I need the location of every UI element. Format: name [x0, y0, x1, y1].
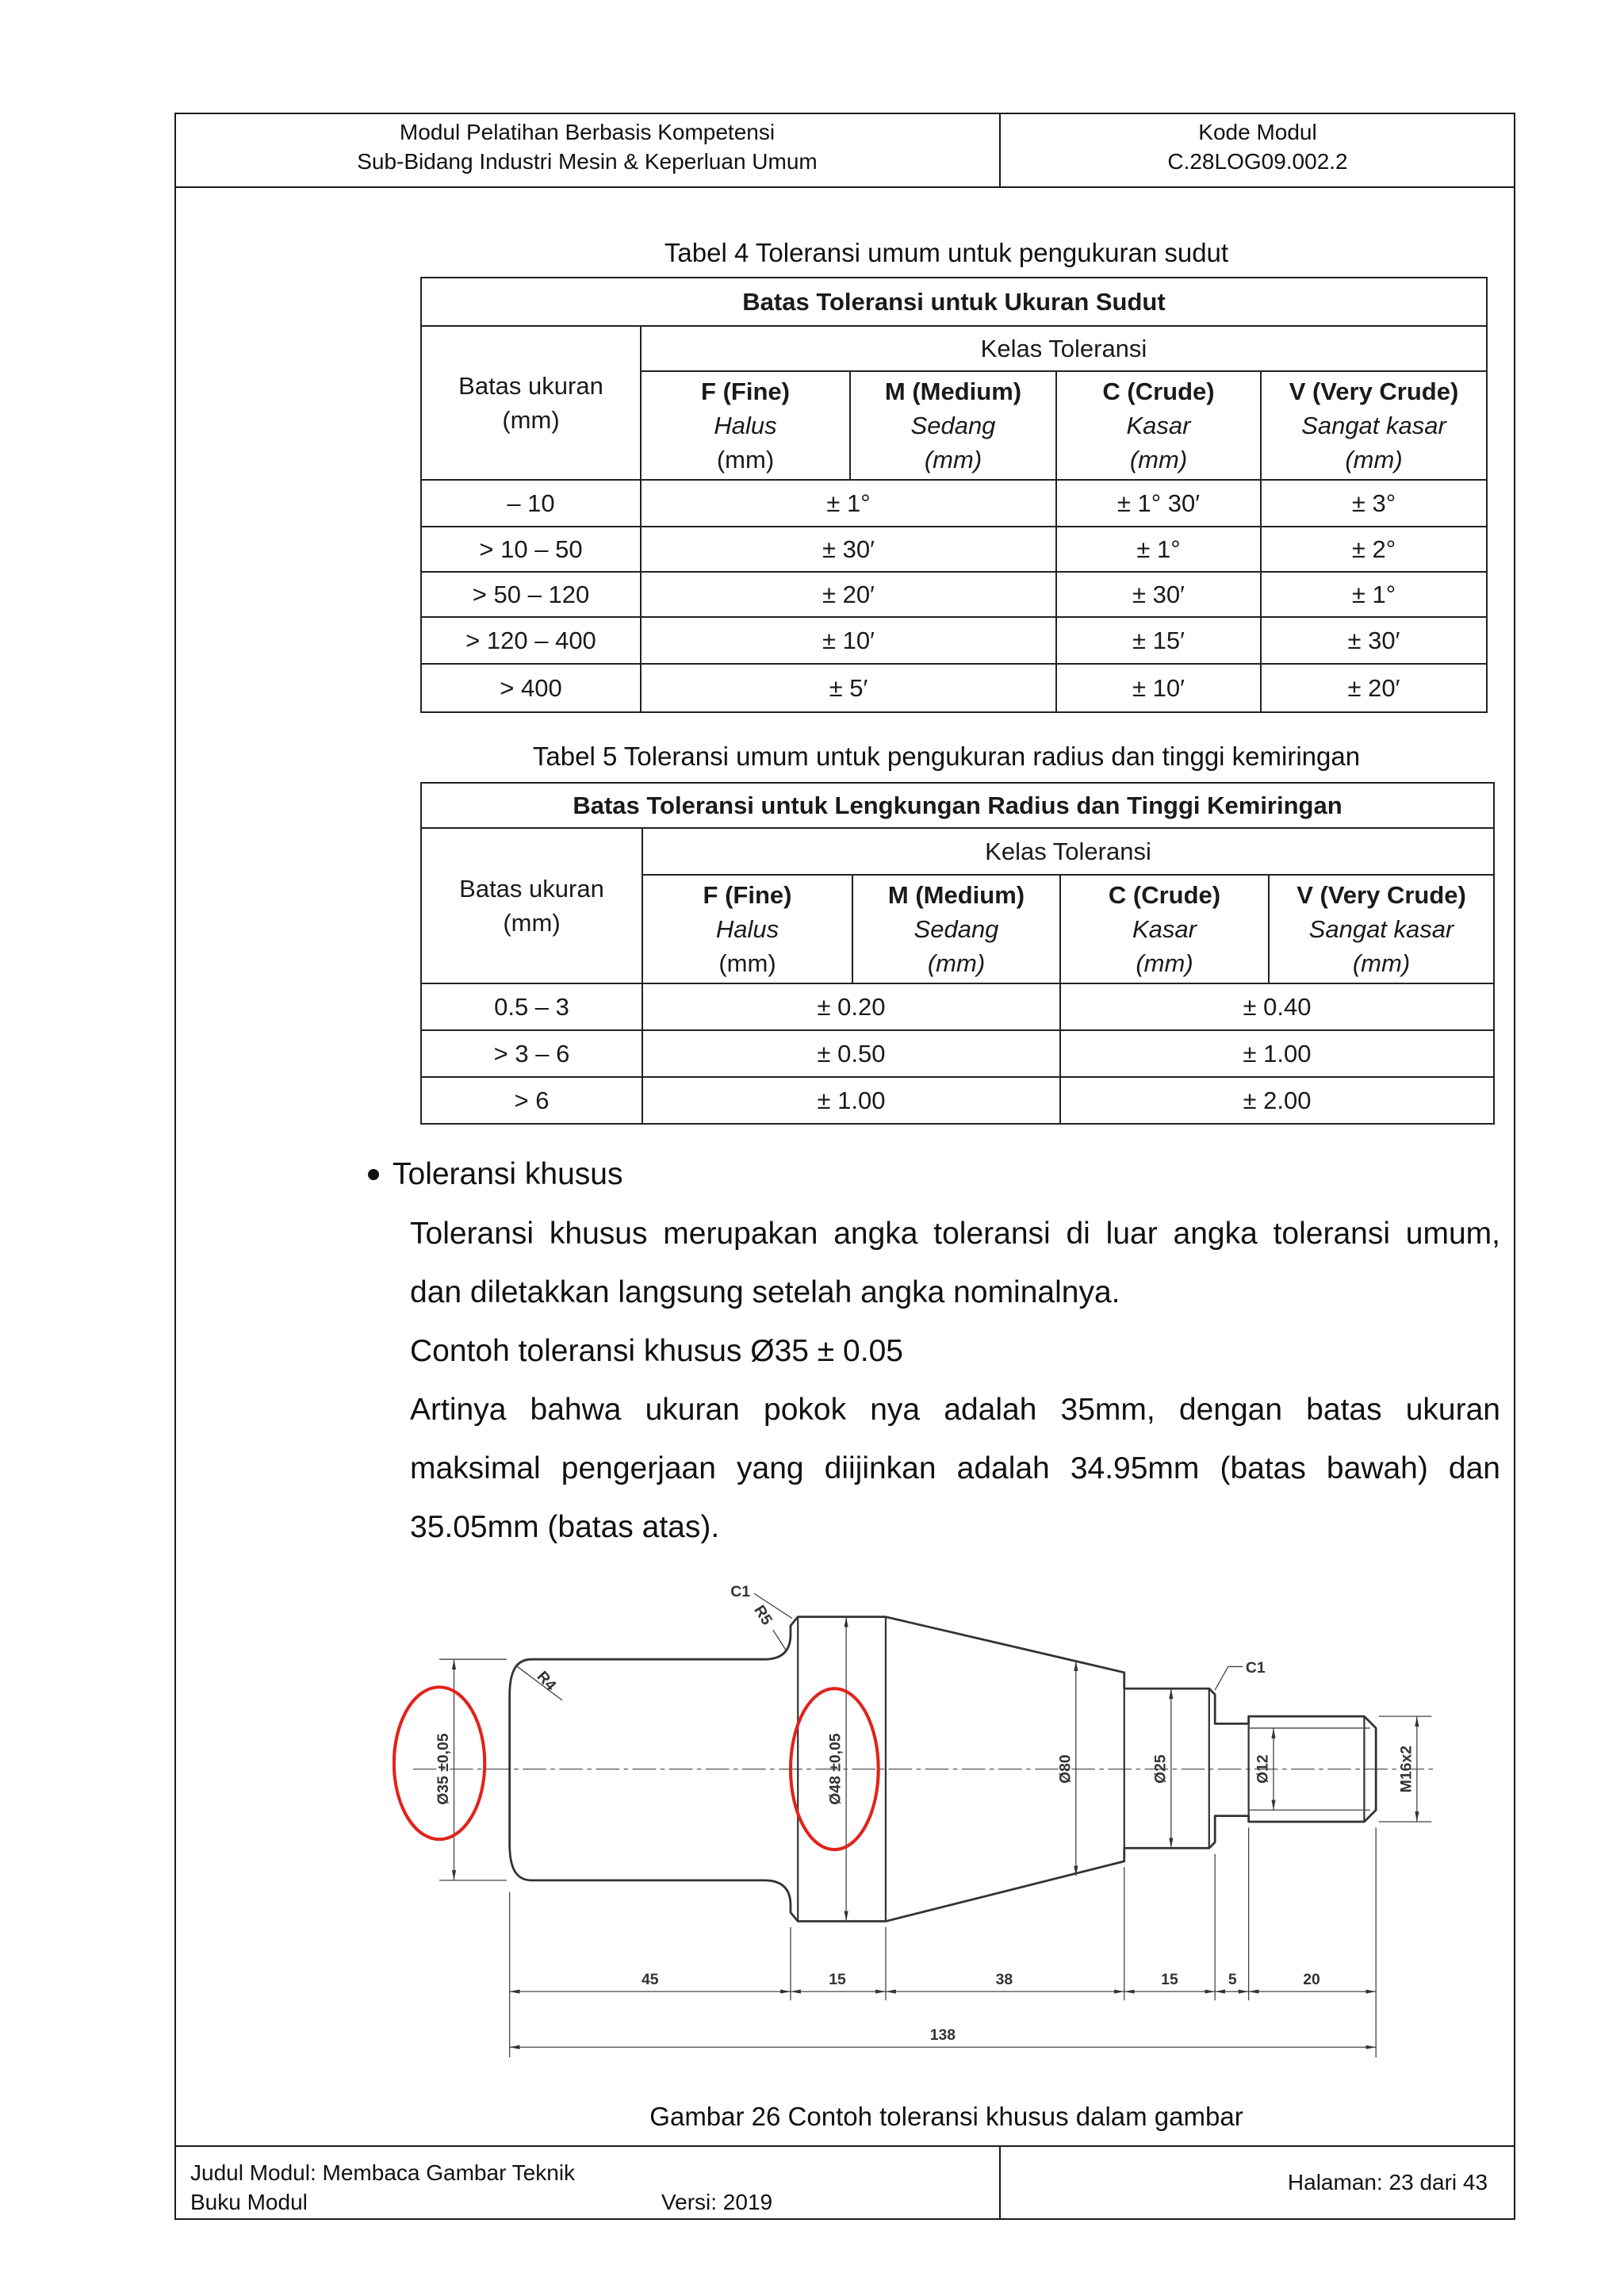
- bullet-marker: [368, 1169, 379, 1180]
- crude-cell: ± 15′: [1056, 617, 1261, 664]
- class-unit: (mm): [716, 446, 775, 473]
- footer-divider: [174, 2145, 1515, 2147]
- table-row: [421, 527, 1487, 572]
- paragraph-line: Toleransi khusus merupakan angka toleransi di luar angka toleransi umum,: [410, 1217, 1500, 1251]
- total-length-label: 138: [929, 2026, 956, 2045]
- class-unit: (mm): [924, 446, 982, 473]
- fine-medium-cell: ± 0.20: [642, 983, 1060, 1030]
- fillet-end-label: R4: [533, 1668, 560, 1695]
- class-desc: Sedang: [914, 915, 999, 943]
- table-row: [421, 617, 1487, 664]
- crude-cell: ± 1°: [1056, 527, 1261, 572]
- class-medium-header: [850, 371, 1056, 480]
- paragraph-line: maksimal pengerjaan yang diijinkan adalah 34.95mm (batas bawah) dan: [410, 1451, 1500, 1485]
- class-unit: (mm): [1129, 446, 1188, 473]
- range-cell: > 50 – 120: [421, 572, 641, 617]
- fine-medium-cell: ± 20′: [641, 572, 1056, 617]
- header-sub-field: Sub-Bidang Industri Mesin & Keperluan Umum: [357, 149, 818, 174]
- crude-very-crude-cell: ± 2.00: [1060, 1077, 1494, 1124]
- fine-medium-cell: ± 0.50: [642, 1030, 1060, 1077]
- crude-cell: ± 30′: [1056, 572, 1261, 617]
- length-label: 45: [642, 1970, 659, 1988]
- class-unit: (mm): [718, 949, 776, 977]
- range-header-unit: (mm): [502, 406, 560, 434]
- class-desc: Kasar: [1132, 915, 1197, 943]
- very-crude-cell: ± 1°: [1261, 572, 1487, 617]
- section-paragraph: [410, 1205, 1500, 1557]
- chamfer-right-label: C1: [1245, 1658, 1266, 1677]
- thread-label: M16x2: [1397, 1746, 1415, 1793]
- header-module-code: [1000, 113, 1515, 187]
- class-name: M (Medium): [884, 378, 1022, 405]
- class-desc: Sangat kasar: [1301, 412, 1446, 439]
- class-very-crude-header: [1269, 875, 1494, 983]
- class-very-crude-header: [1261, 371, 1487, 480]
- class-desc: Halus: [714, 412, 777, 439]
- very-crude-cell: ± 20′: [1261, 664, 1487, 712]
- fine-medium-cell: ± 10′: [641, 617, 1056, 664]
- class-name: F (Fine): [703, 881, 792, 909]
- class-name: C (Crude): [1102, 378, 1215, 405]
- diameter-48-label: Ø48 ±0,05: [826, 1733, 845, 1805]
- paragraph-line: Contoh toleransi khusus Ø35 ± 0.05: [410, 1334, 903, 1368]
- diameter-35-label: Ø35 ±0,05: [435, 1733, 453, 1805]
- fine-medium-cell: ± 1.00: [642, 1077, 1060, 1124]
- range-cell: > 400: [421, 664, 641, 712]
- crude-cell: ± 1° 30′: [1056, 480, 1261, 527]
- crude-cell: ± 10′: [1056, 664, 1261, 712]
- fine-medium-cell: ± 1°: [641, 480, 1056, 527]
- table-row: [421, 664, 1487, 712]
- class-header: Kelas Toleransi: [641, 326, 1487, 371]
- footer-page-number: Halaman: 23 dari 43: [1287, 2170, 1488, 2194]
- range-header-label: Batas ukuran: [459, 875, 604, 903]
- class-desc: Kasar: [1126, 412, 1191, 439]
- chamfer-left-label: C1: [730, 1582, 751, 1600]
- class-name: F (Fine): [701, 378, 790, 405]
- table5-caption: Tabel 5 Toleransi umum untuk pengukuran radius dan tinggi kemiringan: [532, 742, 1361, 771]
- class-fine-header: [641, 371, 850, 480]
- table-row: [421, 1030, 1494, 1077]
- range-cell: 0.5 – 3: [421, 983, 642, 1030]
- crude-very-crude-cell: ± 0.40: [1060, 983, 1494, 1030]
- range-cell: > 3 – 6: [421, 1030, 642, 1077]
- range-cell: > 120 – 400: [421, 617, 641, 664]
- diameter-12-label: Ø12: [1254, 1754, 1272, 1784]
- paragraph-line: Artinya bahwa ukuran pokok nya adalah 35mm, dengan batas ukuran: [410, 1393, 1500, 1427]
- footer-version: Versi: 2019: [661, 2190, 773, 2214]
- table5-radius-tolerance: [420, 782, 1495, 1125]
- diameter-25-label: Ø25: [1151, 1754, 1170, 1784]
- fine-medium-cell: ± 30′: [641, 527, 1056, 572]
- class-desc: Halus: [715, 915, 779, 943]
- class-unit: (mm): [1136, 949, 1193, 977]
- class-unit: (mm): [1352, 949, 1411, 977]
- class-desc: Sangat kasar: [1308, 915, 1454, 943]
- class-medium-header: [852, 875, 1060, 983]
- range-header-label: Batas ukuran: [458, 372, 603, 400]
- table-title: Batas Toleransi untuk Ukuran Sudut: [421, 278, 1487, 326]
- class-name: V (Very Crude): [1289, 378, 1459, 405]
- length-label: 5: [1228, 1970, 1237, 1988]
- table4-angle-tolerance: [420, 277, 1488, 713]
- diameter-80-label: Ø80: [1056, 1754, 1074, 1784]
- very-crude-cell: ± 2°: [1261, 527, 1487, 572]
- footer-column-divider: [999, 2145, 1001, 2220]
- fine-medium-cell: ± 5′: [641, 664, 1056, 712]
- table-title: Batas Toleransi untuk Lengkungan Radius dan Tinggi Kemiringan: [421, 783, 1494, 828]
- range-cell: – 10: [421, 480, 641, 527]
- header-code-value: C.28LOG09.002.2: [1167, 149, 1348, 174]
- very-crude-cell: ± 30′: [1261, 617, 1487, 664]
- class-header: Kelas Toleransi: [642, 828, 1494, 875]
- class-name: C (Crude): [1108, 881, 1221, 909]
- range-header-cell: [421, 326, 641, 480]
- class-name: V (Very Crude): [1297, 881, 1466, 909]
- class-fine-header: [642, 875, 852, 983]
- class-crude-header: [1056, 371, 1261, 480]
- range-header-cell: [421, 828, 642, 983]
- leader-fillet-shoulder: [773, 1630, 787, 1650]
- crude-very-crude-cell: ± 1.00: [1060, 1030, 1494, 1077]
- header-code-label: Kode Modul: [1198, 120, 1317, 144]
- length-label: 38: [995, 1970, 1013, 1988]
- range-cell: > 10 – 50: [421, 527, 641, 572]
- shaft-drawing: [393, 1574, 1434, 2079]
- paragraph-line: 35.05mm (batas atas).: [410, 1510, 720, 1544]
- length-label: 15: [1161, 1970, 1178, 1988]
- class-desc: Sedang: [910, 412, 996, 439]
- header-module-info: [174, 113, 1000, 187]
- section-heading: Toleransi khusus: [393, 1157, 623, 1191]
- table-row: [421, 1077, 1494, 1124]
- fillet-shoulder-label: R5: [750, 1602, 776, 1628]
- range-header-unit: (mm): [503, 909, 561, 937]
- header-module-title: Modul Pelatihan Berbasis Kompetensi: [399, 120, 776, 144]
- table-row: [421, 480, 1487, 527]
- very-crude-cell: ± 3°: [1261, 480, 1487, 527]
- class-unit: (mm): [927, 949, 986, 977]
- table4-caption: Tabel 4 Toleransi umum untuk pengukuran sudut: [664, 238, 1229, 267]
- footer-book: Buku Modul: [190, 2190, 308, 2214]
- figure-caption: Gambar 26 Contoh toleransi khusus dalam gambar: [649, 2102, 1243, 2131]
- class-name: M (Medium): [887, 881, 1025, 909]
- range-cell: > 6: [421, 1077, 642, 1124]
- class-crude-header: [1060, 875, 1269, 983]
- length-label: 15: [829, 1970, 846, 1988]
- extension-lines: [439, 1659, 1431, 2057]
- paragraph-line: dan diletakkan langsung setelah angka nominalnya.: [410, 1275, 1120, 1309]
- class-unit: (mm): [1345, 446, 1403, 473]
- table-row: [421, 572, 1487, 617]
- length-label: 20: [1303, 1970, 1320, 1988]
- leader-chamfer-right: [1215, 1666, 1243, 1690]
- table-row: [421, 983, 1494, 1030]
- footer-module-title: Judul Modul: Membaca Gambar Teknik: [190, 2160, 576, 2185]
